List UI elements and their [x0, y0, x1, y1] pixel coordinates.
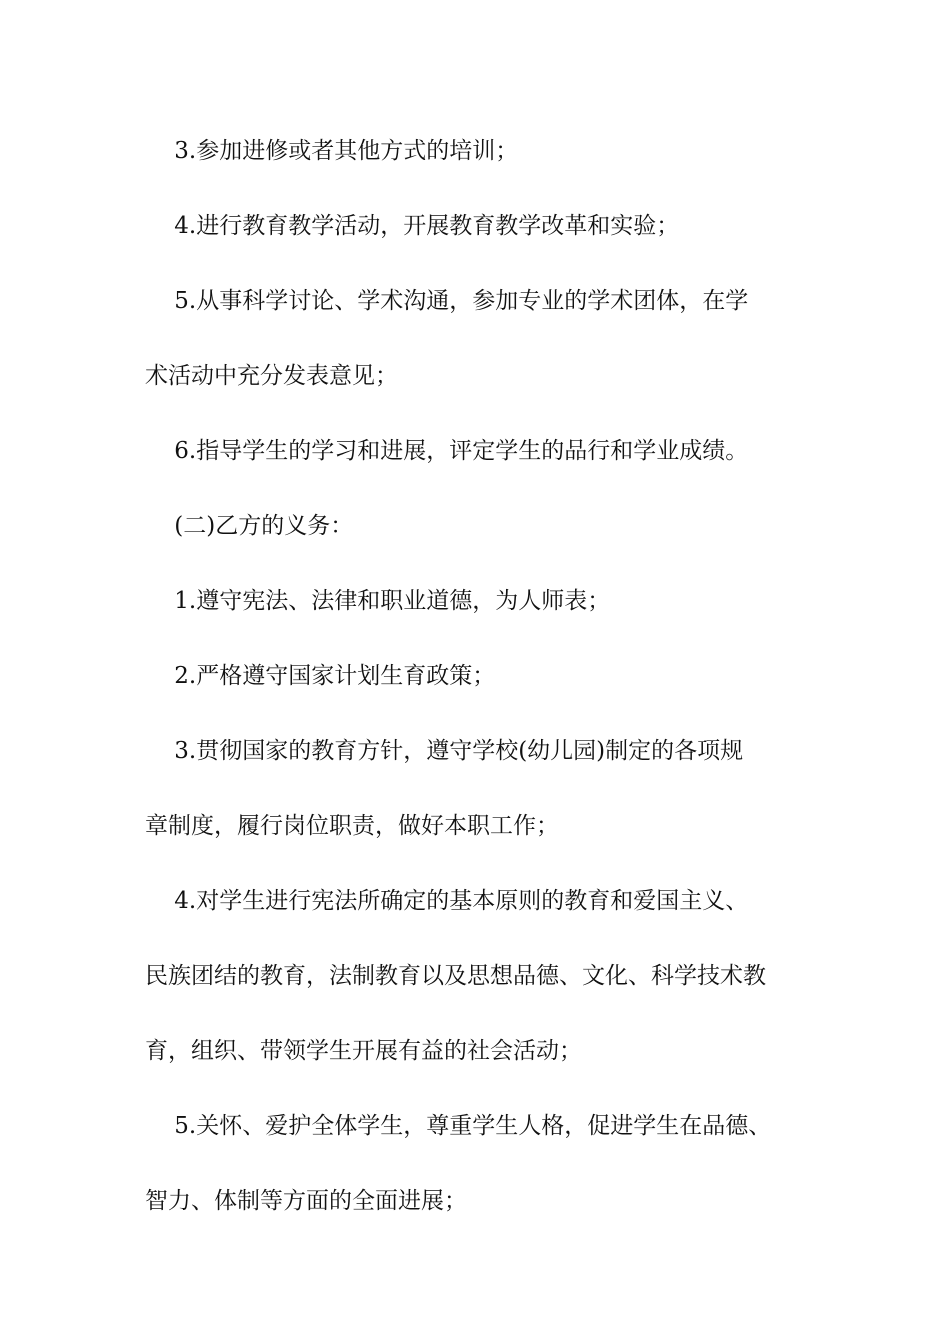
- text-line: 术活动中充分发表意见；: [145, 363, 398, 389]
- text-line: 育，组织、带领学生开展有益的社会活动；: [145, 1038, 582, 1064]
- text-line: 5.从事科学讨论、学术沟通，参加专业的学术团体，在学: [145, 288, 749, 314]
- text-line: 3.参加进修或者其他方式的培训；: [145, 138, 519, 164]
- text-line: 民族团结的教育，法制教育以及思想品德、文化、科学技术教: [145, 963, 766, 989]
- section-heading: (二)乙方的义务：: [145, 513, 354, 539]
- text-line: 4.进行教育教学活动，开展教育教学改革和实验；: [145, 213, 680, 239]
- text-line: 2.严格遵守国家计划生育政策；: [145, 663, 496, 689]
- text-line: 章制度，履行岗位职责，做好本职工作；: [145, 813, 559, 839]
- text-line: 5.关怀、爱护全体学生，尊重学生人格，促进学生在品德、: [145, 1113, 772, 1139]
- text-line: 智力、体制等方面的全面进展；: [145, 1188, 467, 1214]
- text-line: 1.遵守宪法、法律和职业道德，为人师表；: [145, 588, 611, 614]
- text-line: 4.对学生进行宪法所确定的基本原则的教育和爱国主义、: [145, 888, 749, 914]
- text-line: 3.贯彻国家的教育方针，遵守学校(幼儿园)制定的各项规: [145, 738, 744, 764]
- text-line: 6.指导学生的学习和进展，评定学生的品行和学业成绩。: [145, 438, 749, 464]
